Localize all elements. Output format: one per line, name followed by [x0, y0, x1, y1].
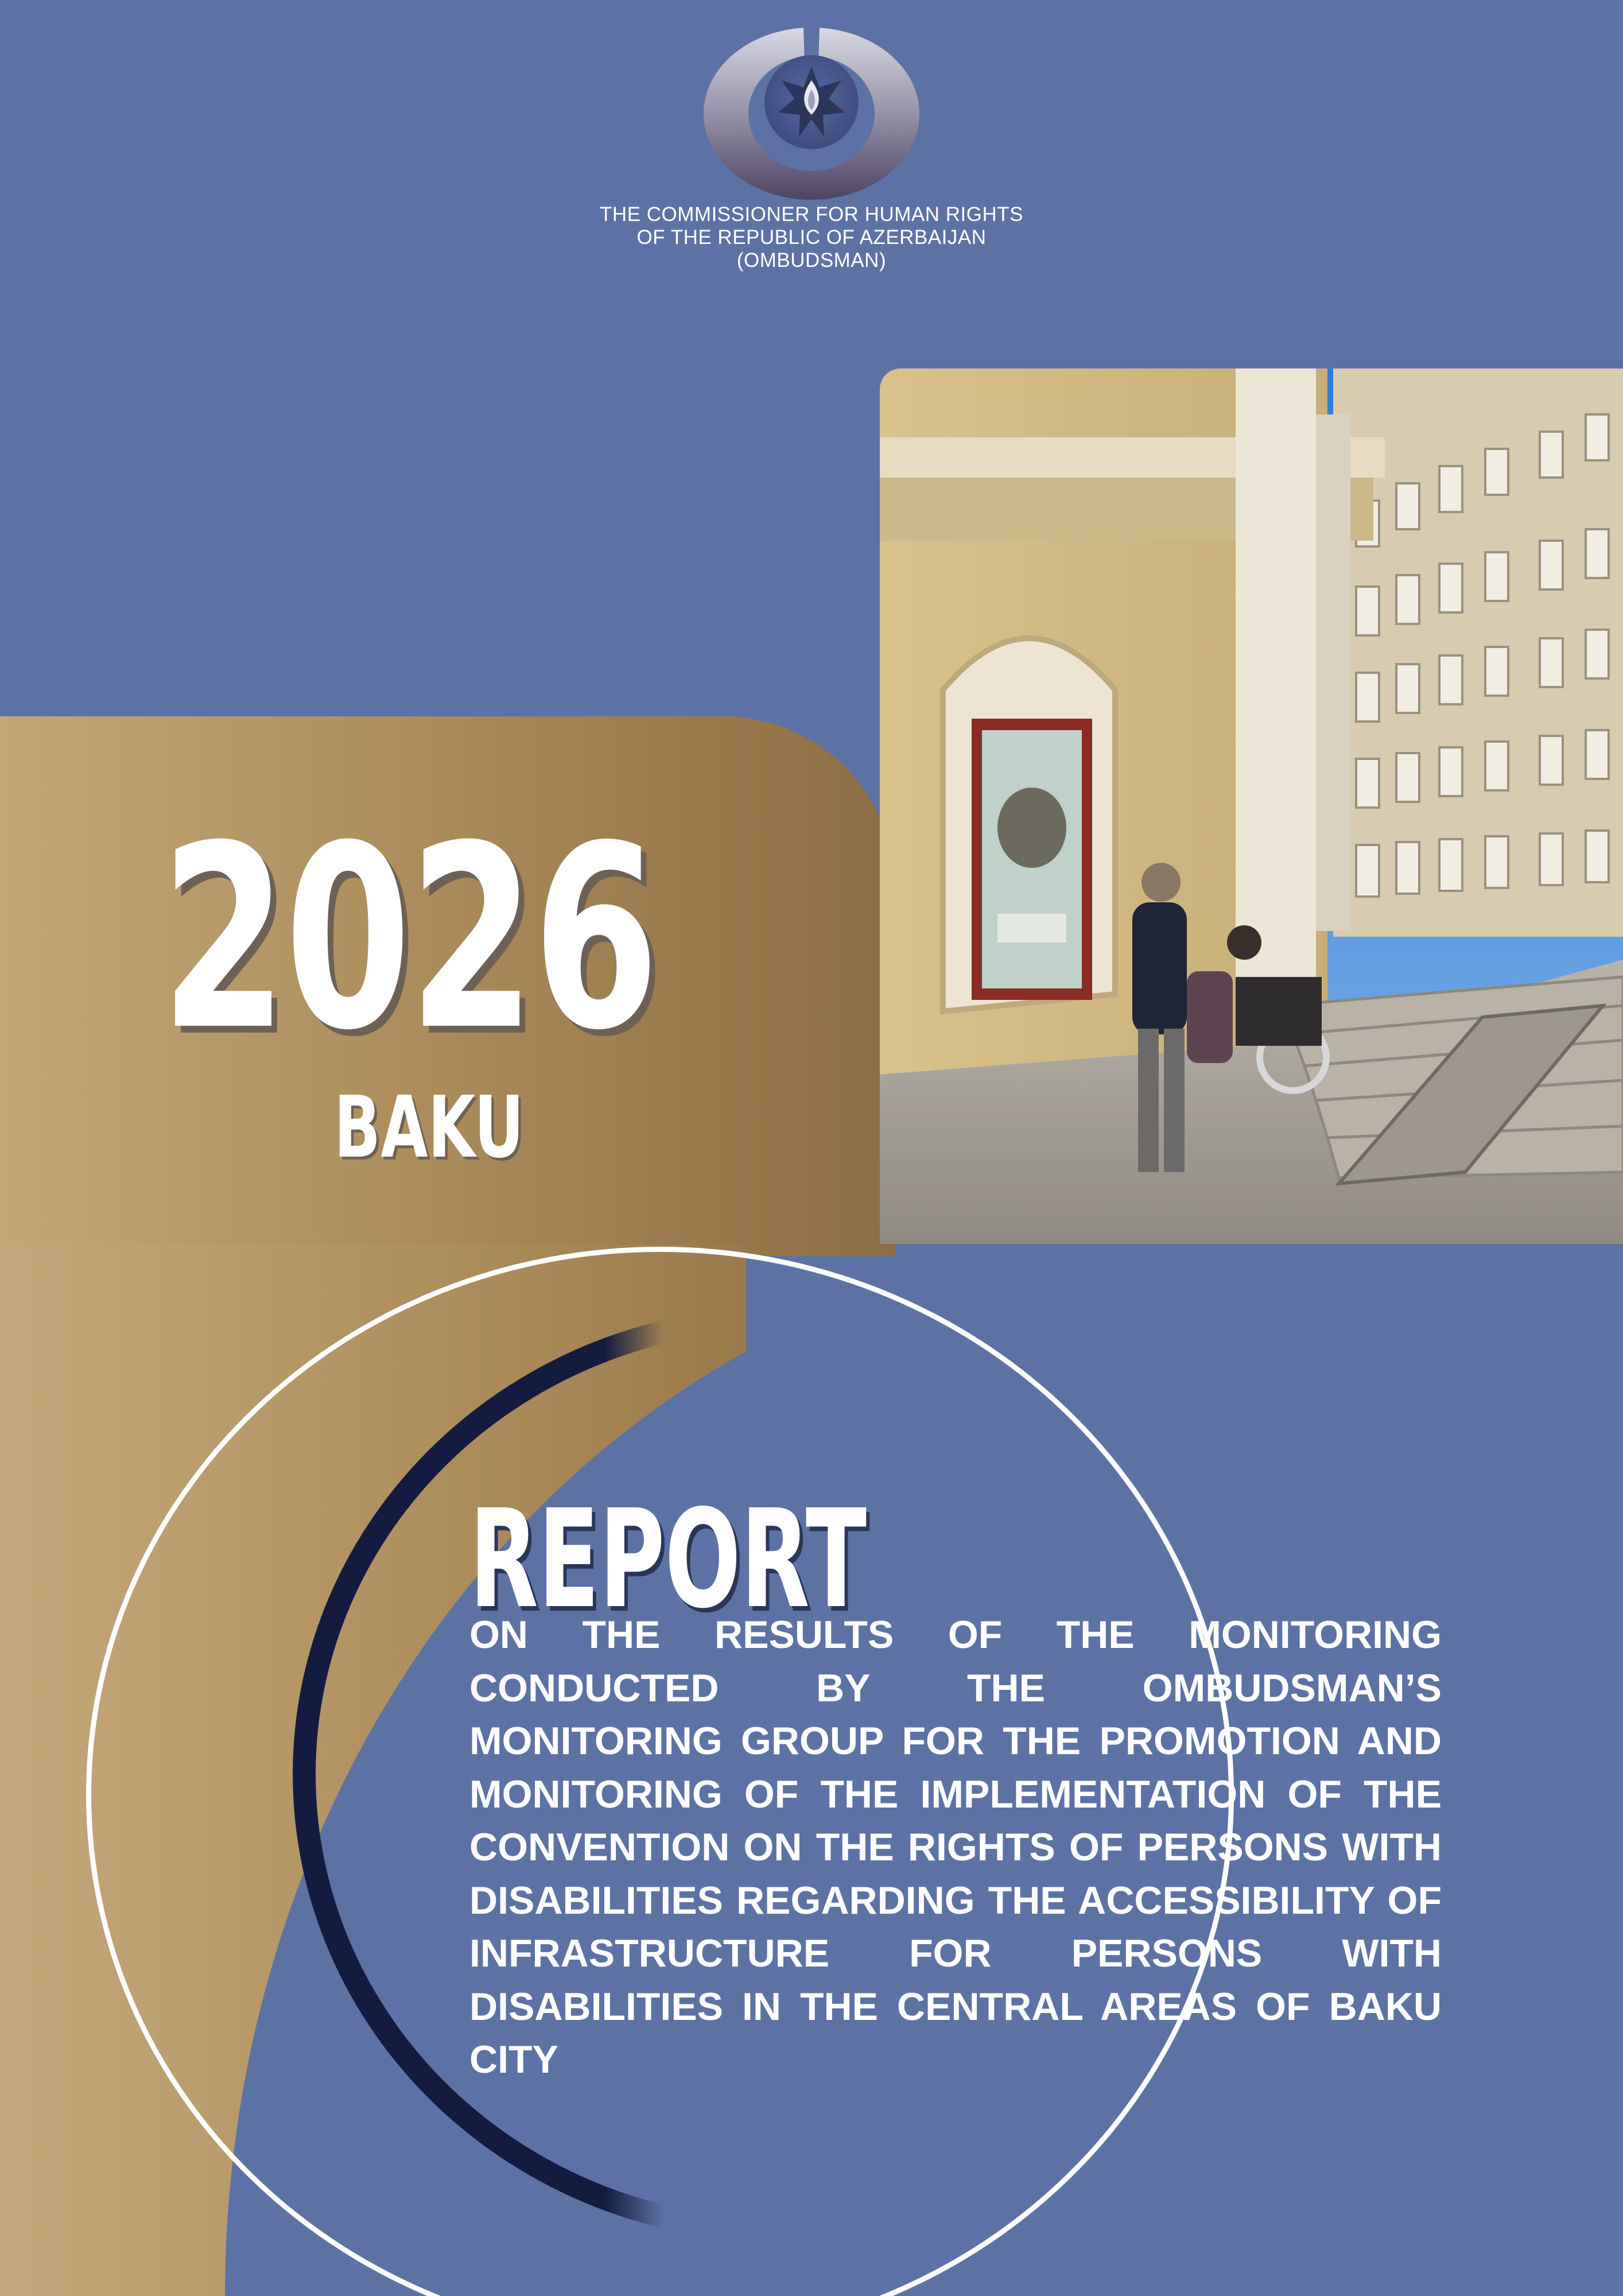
- report-subtitle: ON THE RESULTS OF THE MONITORING CONDUCTED BY THE OMBUDSMAN’S MONITORING GROUP FOR THE PROMOTION AND MONITORING OF THE IMPLEMENTATION OF THE CONVENTION ON THE RIGHTS OF PERSONS WITH DISABILITIES REGARDING THE ACCESSIBILITY OF INFRASTRUCTURE FOR PERSONS WITH DISABILITIES IN THE CENTRAL AREAS OF BAKU CITY: [469, 1613, 1442, 2081]
- organization-line: OF THE REPUBLIC OF AZERBAIJAN: [636, 226, 987, 249]
- organization-line: (OMBUDSMAN): [736, 249, 887, 272]
- cover-city: BAKU: [334, 1078, 524, 1177]
- organization-line: THE COMMISSIONER FOR HUMAN RIGHTS: [600, 203, 1023, 226]
- organization-name: [525, 203, 1098, 272]
- report-title: REPORT: [469, 1480, 867, 1638]
- ombudsman-emblem-icon: [701, 23, 922, 201]
- cover-year: 2026: [161, 792, 657, 1085]
- cover-photo: [880, 369, 1623, 1244]
